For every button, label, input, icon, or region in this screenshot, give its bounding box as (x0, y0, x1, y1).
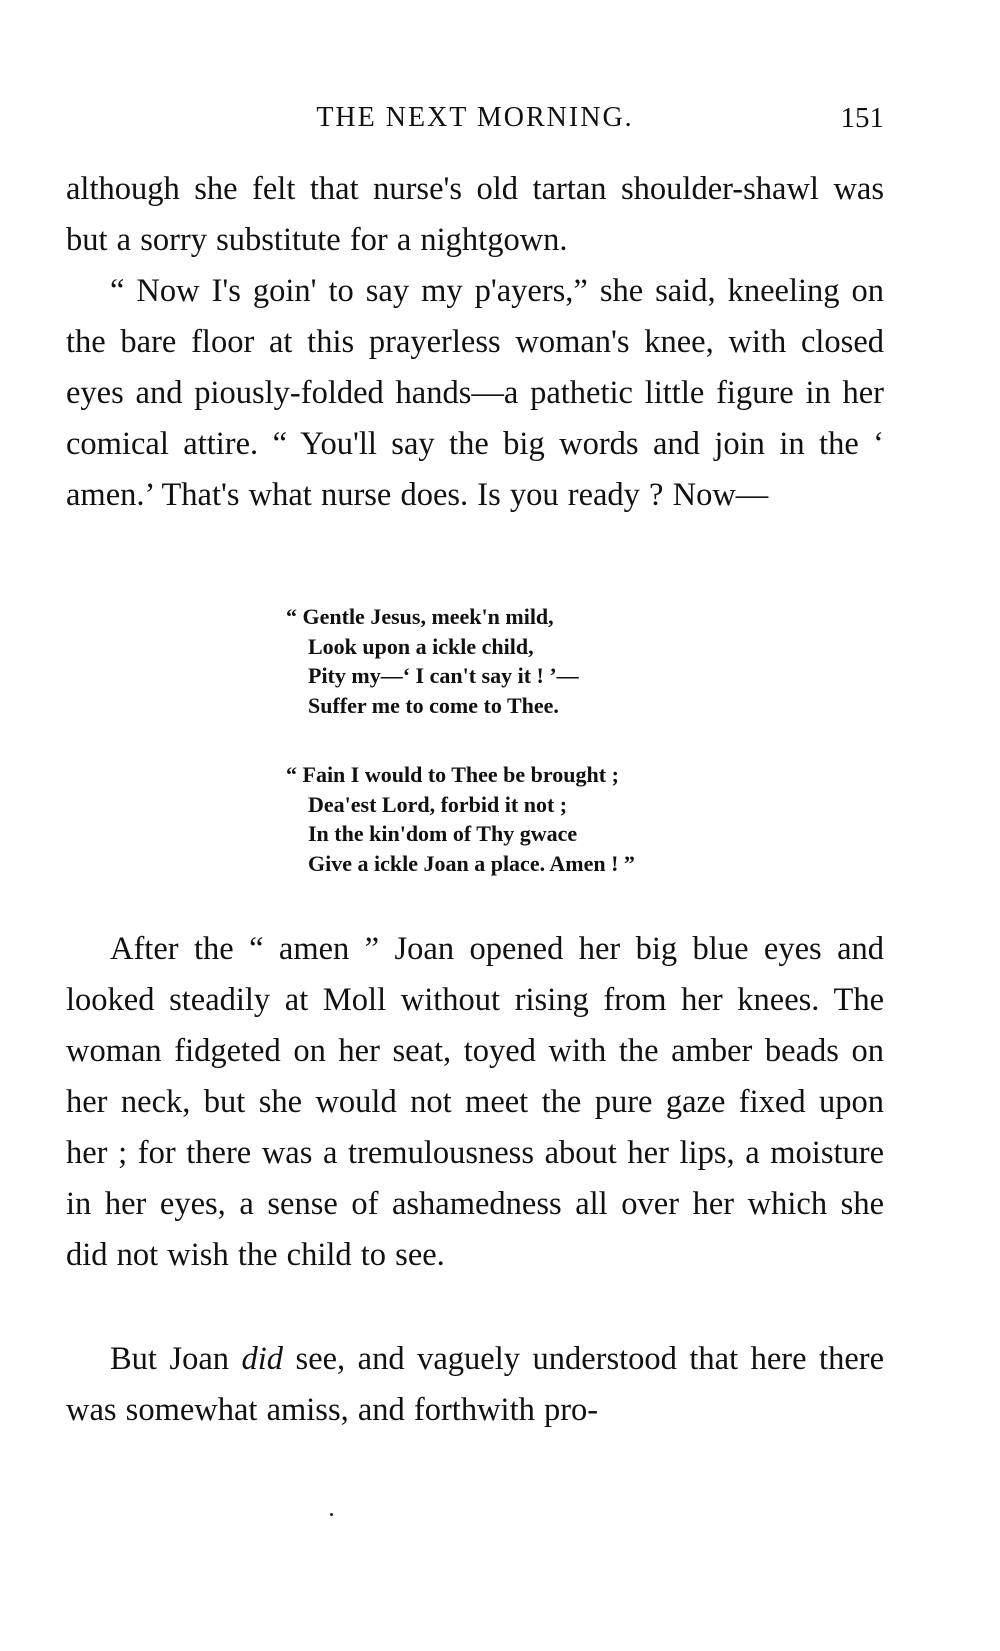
hymn-stanza-2 (286, 760, 746, 878)
paragraph-prayer-intro (66, 266, 884, 521)
paragraph-text: “ Now I's goin' to say my p'ayers,” she said, kneeling on the bare floor at this prayerless woman's knee, with closed eyes and piously-folded hands—a pathetic little figure in her comical attire. “ You'll say the big words and join in the ‘ amen.’ That's what nurse does. Is you ready ? Now— (66, 273, 884, 513)
running-title: THE NEXT MORNING. (316, 102, 634, 133)
hymn-line: Suffer me to come to Thee. (308, 692, 559, 718)
hymn-line: “ Fain I would to Thee be brought ; (286, 762, 619, 787)
hymn-line: Pity my—‘ I can't say it ! ’— (308, 663, 579, 688)
paragraph-joan-did-see (66, 1334, 884, 1436)
text-run: But Joan (110, 1341, 242, 1377)
paragraph-continuation (66, 164, 884, 266)
hymn-line: Give a ickle Joan a place. Amen ! ” (308, 850, 635, 876)
paragraph-after-amen (66, 924, 884, 1281)
hymn-line: Dea'est Lord, forbid it not ; (308, 791, 568, 817)
hymn-line: In the kin'dom of Thy gwace (308, 821, 578, 846)
hymn-line: “ Gentle Jesus, meek'n mild, (286, 604, 554, 629)
paragraph-text: After the “ amen ” Joan opened her big blue eyes and looked steadily at Moll without rising from her knees. The woman fidgeted on her seat, toyed with the amber beads on her neck, but she would not meet the pure gaze fixed upon her ; for there was a tremulousness about her lips, a moisture in her eyes, a sense of ashamedness all over her which she did not wish the child to see. (66, 931, 884, 1273)
paragraph-text (66, 1334, 884, 1436)
paragraph-text: although she felt that nurse's old tartan shoulder-shawl was but a sorry substitute for a nightgown. (66, 171, 884, 258)
hymn-line: Look upon a ickle child, (308, 633, 534, 659)
hymn-stanza-1 (286, 602, 746, 720)
running-head (66, 98, 884, 138)
text-run: see, and vaguely understood that here there was somewhat amiss, and forthwith pro- (66, 1341, 885, 1428)
print-speck (330, 1513, 333, 1516)
page-number: 151 (840, 102, 884, 134)
emphasis-text: did (241, 1341, 284, 1377)
